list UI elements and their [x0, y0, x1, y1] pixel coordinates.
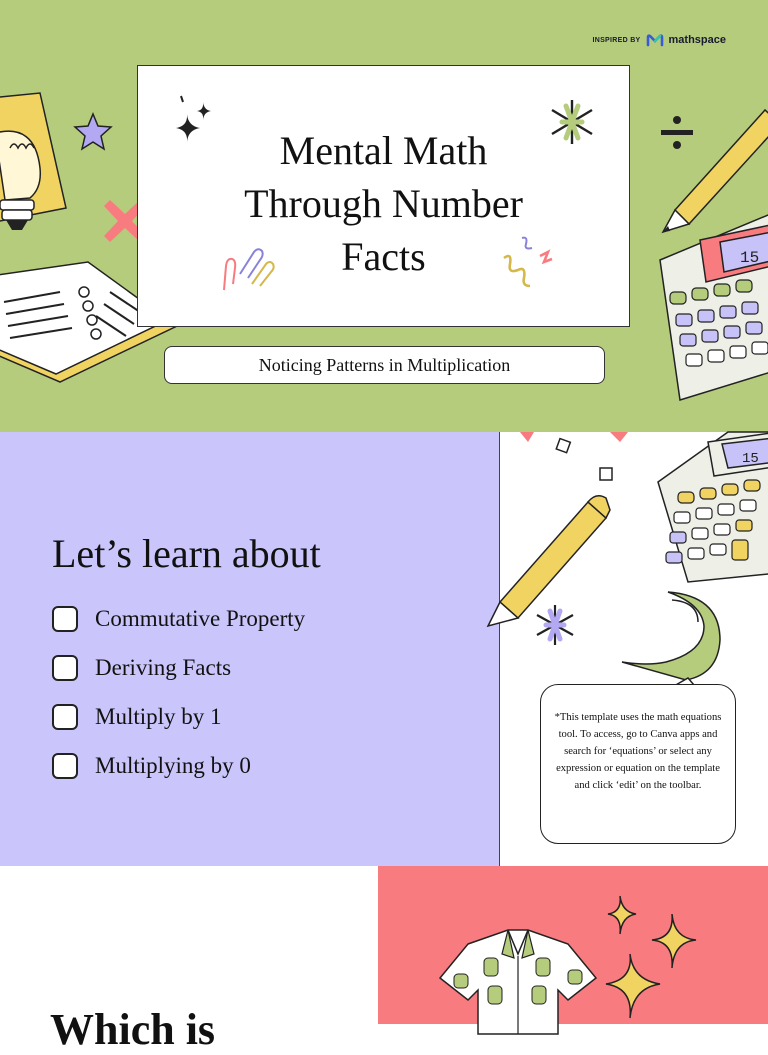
learn-about-panel [0, 432, 500, 866]
lightbulb-illustration [0, 88, 70, 248]
asterisk-decoration-icon [532, 602, 578, 648]
calculator-display: 15 [742, 451, 759, 467]
question-heading: Which is [50, 1005, 216, 1054]
learn-heading: Let’s learn about [52, 531, 321, 576]
checkbox[interactable] [52, 753, 78, 779]
title-slide [0, 0, 768, 432]
checklist-label: Multiplying by 0 [95, 752, 251, 778]
title-line-2: Through Number [244, 181, 523, 226]
slide-subtitle: Noticing Patterns in Multiplication [258, 354, 511, 375]
calculator-display: 15 [740, 249, 760, 267]
brand-name: mathspace [668, 34, 726, 46]
title-card [137, 65, 630, 327]
checkbox[interactable] [52, 655, 78, 681]
illustration-panel [500, 432, 768, 866]
sparkle-icon [600, 894, 710, 1024]
checkbox[interactable] [52, 704, 78, 730]
question-panel [0, 866, 378, 1054]
calculator-illustration [648, 432, 768, 582]
checklist-label: Commutative Property [95, 605, 306, 631]
checklist-item [52, 643, 305, 692]
checklist-item [52, 594, 305, 643]
checklist-label: Deriving Facts [95, 654, 232, 680]
shirt-illustration-panel [378, 866, 768, 1024]
title-line-3: Facts [341, 234, 426, 279]
mathspace-logo-icon [647, 34, 663, 46]
template-note [540, 684, 736, 844]
calculator-illustration [640, 220, 768, 400]
subtitle-box [164, 346, 605, 384]
checklist-item [52, 741, 305, 790]
slide-title [138, 124, 629, 283]
pencil-illustration [655, 100, 768, 240]
inspired-by-label: INSPIRED BY [592, 36, 641, 44]
checkbox[interactable] [52, 606, 78, 632]
title-line-1: Mental Math [279, 128, 488, 173]
shirt-illustration [418, 924, 618, 1024]
template-note-text: *This template uses the math equations tool. To access, go to Canva apps and search for ‘equations’ or select any expression or equation on the template and click ‘edit’ on the toolbar. [554, 712, 722, 791]
brand-badge [592, 34, 726, 46]
checklist-item [52, 692, 305, 741]
topic-checklist [52, 594, 305, 790]
star-decoration-icon [73, 112, 113, 152]
checklist-label: Multiply by 1 [95, 703, 222, 729]
